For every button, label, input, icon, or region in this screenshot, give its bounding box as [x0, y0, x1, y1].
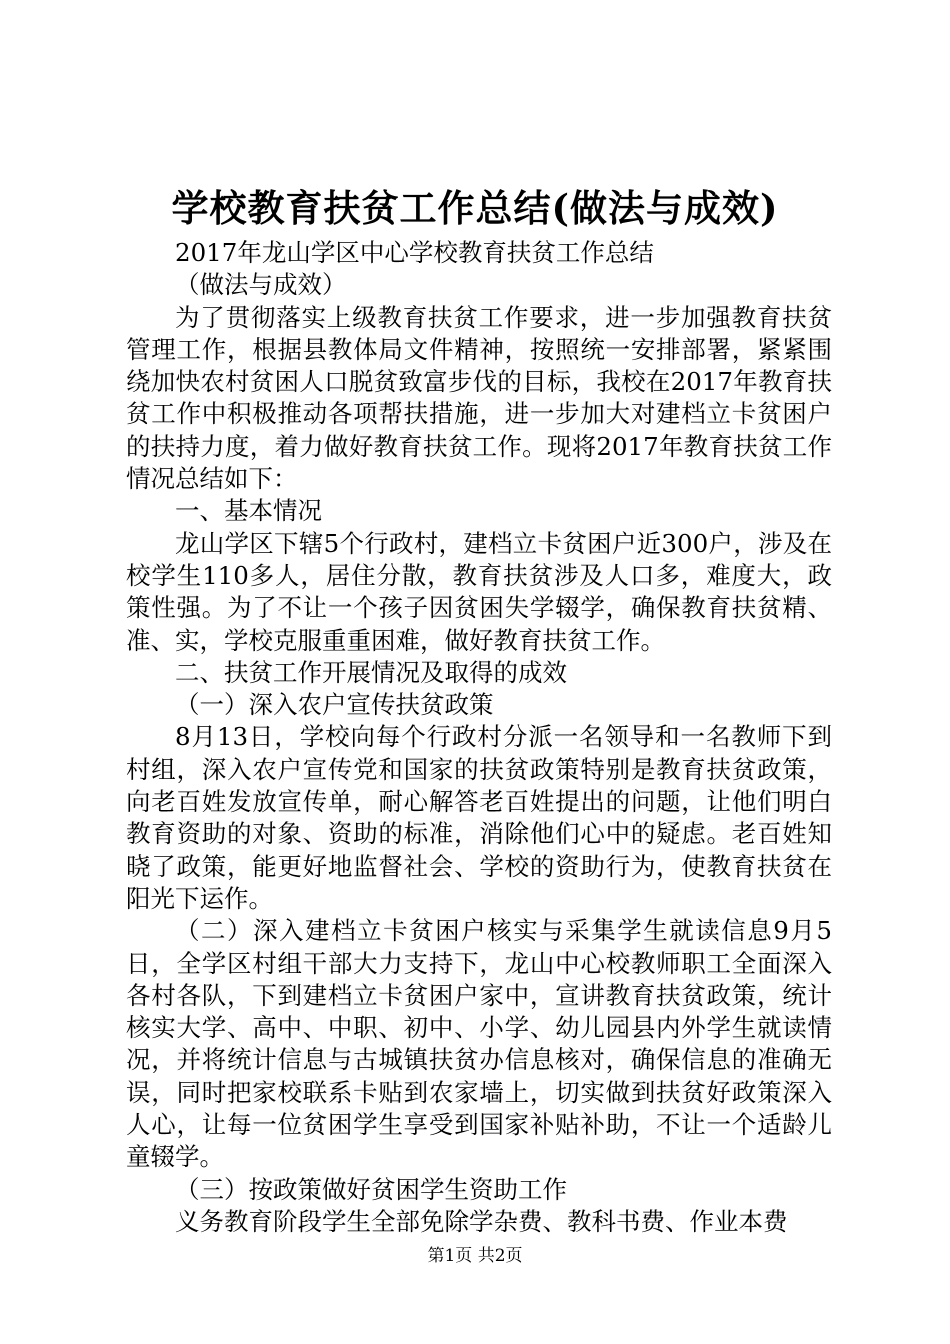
document-title: 学校教育扶贫工作总结(做法与成效) — [171, 186, 779, 230]
section-heading-basic: 一、基本情况 — [175, 496, 322, 526]
subtitle-line: 2017年龙山学区中心学校教育扶贫工作总结 — [175, 238, 654, 267]
paragraph-1: 8月13日，学校向每个行政村分派一名领导和一名教师下到村组，深入农户宣传党和国家的扶贫政策特别是教育扶贫政策，向老百姓发放宣传单，耐心解答老百姓提出的问题，让他们明白教育资助的对象、资助的标准，消除他们心中的疑虑。老百姓知晓了政策，能更好地监督社会、学校的资助行为，使教育扶贫在阳光下运作。 — [126, 722, 832, 913]
subheading-3: （三）按政策做好贫困学生资助工作 — [175, 1174, 567, 1204]
subtitle-note: （做法与成效） — [175, 270, 347, 300]
section-heading-work: 二、扶贫工作开展情况及取得的成效 — [175, 657, 567, 687]
subheading-2-paragraph: （二）深入建档立卡贫困户核实与采集学生就读信息9月5日，全学区村组干部大力支持下，龙山中心校教师职工全面深入各村各队，下到建档立卡贫困户家中，宣讲教育扶贫政策，统计核实大学、高中、中职、初中、小学、幼儿园县内外学生就读情况，并将统计信息与古城镇扶贫办信息核对，确保信息的准确无误，同时把家校联系卡贴到农家墙上，切实做到扶贫好政策深入人心，让每一位贫困学生享受到国家补贴补助，不让一个适龄儿童辍学。 — [126, 916, 832, 1172]
page-footer: 第1页 共2页 — [427, 1246, 523, 1266]
intro-paragraph: 为了贯彻落实上级教育扶贫工作要求，进一步加强教育扶贫管理工作，根据县教体局文件精神，按照统一安排部署，紧紧围绕加快农村贫困人口脱贫致富步伐的目标，我校在2017年教育扶贫工作中积极推动各项帮扶措施，进一步加大对建档立卡贫困户的扶持力度，着力做好教育扶贫工作。现将2017年教育扶贫工作情况总结如下： — [126, 302, 832, 494]
basic-situation-paragraph: 龙山学区下辖5个行政村，建档立卡贫困户近300户，涉及在校学生110多人，居住分散，教育扶贫涉及人口多，难度大，政策性强。为了不让一个孩子因贫困失学辍学，确保教育扶贫精、准、实，学校克服重重困难，做好教育扶贫工作。 — [126, 528, 832, 655]
subheading-1: （一）深入农户宣传扶贫政策 — [175, 690, 494, 720]
document-body — [126, 237, 832, 1238]
paragraph-3: 义务教育阶段学生全部免除学杂费、教科书费、作业本费 — [175, 1206, 788, 1236]
